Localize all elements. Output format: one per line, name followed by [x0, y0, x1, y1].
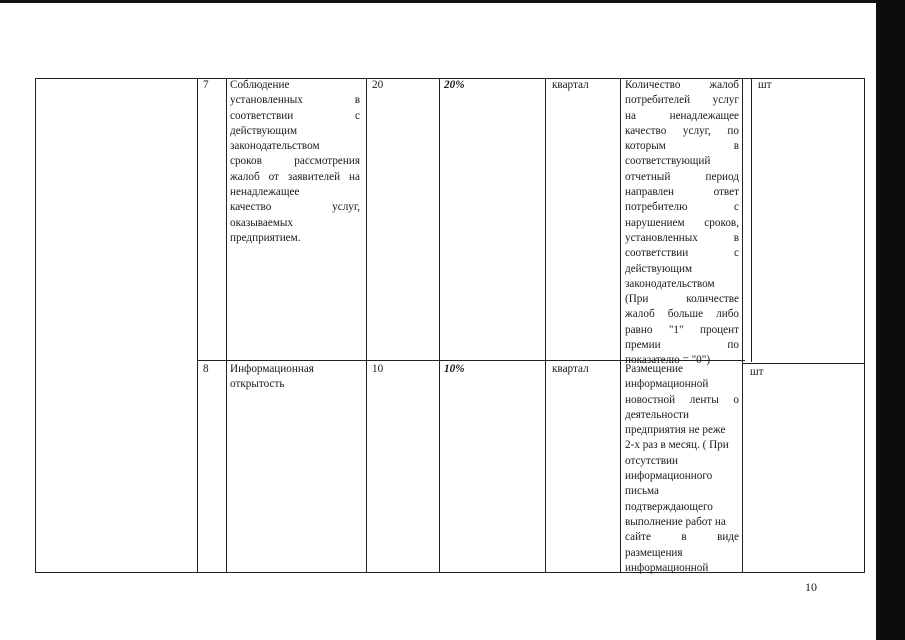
description-text: Размещение информационной новостной ленты о деятельности предприятия не реже 2-х раз в месяц. ( При отсутствии информационного письма подтверждающего выполнение работ на сайте в виде размещения информационной — [625, 363, 739, 574]
weight-value: 10 — [372, 363, 384, 375]
indicator-text: Информационная открытость — [230, 363, 314, 391]
weight-value: 20 — [372, 79, 384, 91]
row-number: 8 — [203, 363, 209, 375]
unit-value: шт — [758, 79, 772, 91]
page-number: 10 — [805, 580, 817, 594]
percent-value: 10% — [444, 363, 465, 375]
indicator-text: Соблюдение установленных в соответствии с действующим законодательством сроков рассмотрения жалоб от заявителей на ненадлежащее качество услуг, оказываемых предприятием. — [230, 79, 360, 244]
percent-value: 20% — [444, 79, 465, 91]
unit-value: шт — [750, 366, 764, 378]
period-value: квартал — [552, 79, 589, 91]
period-value: квартал — [552, 363, 589, 375]
row-number: 7 — [203, 79, 209, 91]
description-text: Количество жалоб потребителей услуг на ненадлежащее качество услуг, по которым в соответствующий отчетный период направлен ответ потребителю с нарушением сроков, установленных в соответствии с действующим законодательством (При количестве жалоб больше либо равно "1" процент премии по показателю = "0") — [625, 79, 739, 367]
